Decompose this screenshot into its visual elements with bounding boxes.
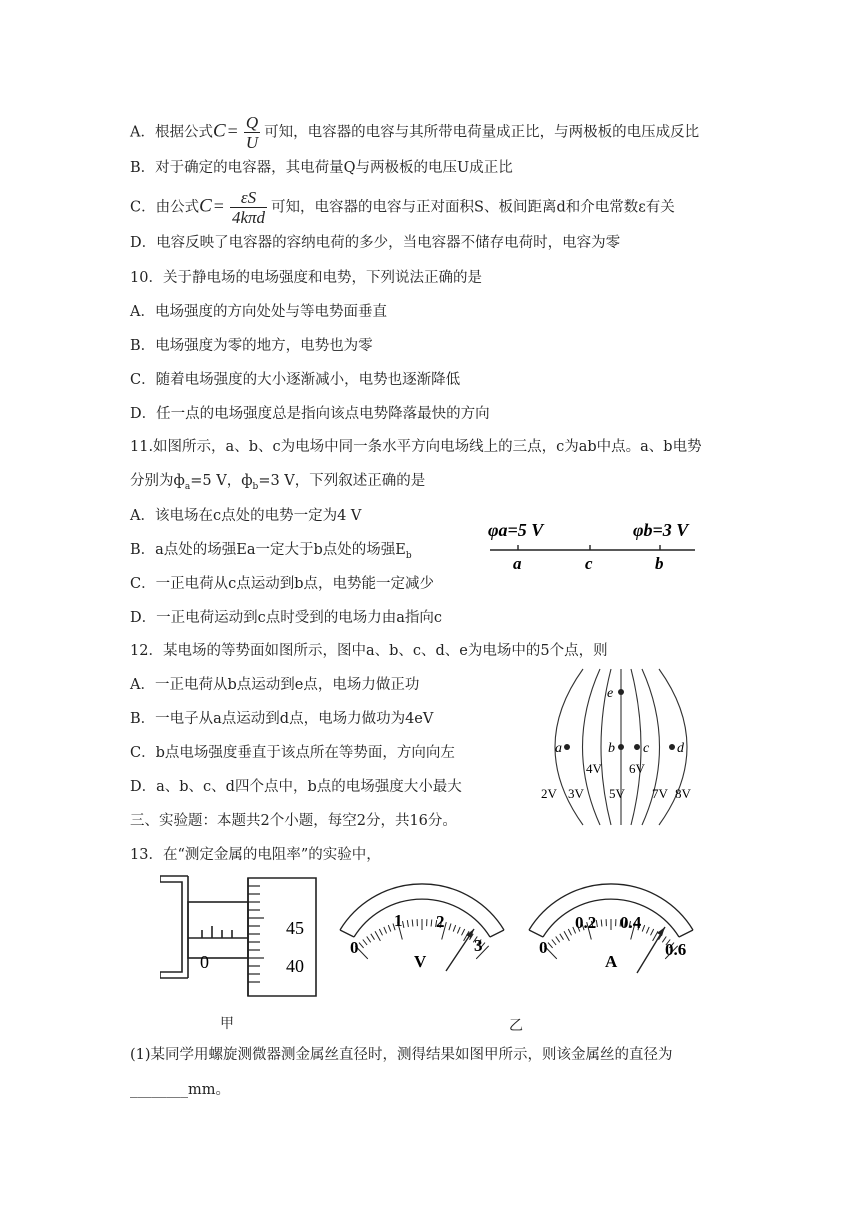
point-b <box>618 744 624 750</box>
volt-label-1: 1 <box>394 911 403 930</box>
q11-stem-line1: 11.如图所示，a、b、c为电场中同一条水平方向电场线上的三点，c为ab中点。a、b电势 <box>130 439 702 455</box>
volt-label-2: 2 <box>436 912 445 931</box>
q12-option-a: A．一正电荷从b点运动到e点，电场力做正功 <box>130 677 420 693</box>
section-3-heading: 三、实验题：本题共2个小题，每空2分，共16分。 <box>130 813 457 829</box>
label-b: b <box>608 741 615 756</box>
formula-c: C <box>212 120 226 142</box>
scale-tick <box>651 929 654 935</box>
subscript: b <box>252 481 259 492</box>
label-c: c <box>643 741 650 756</box>
point-a <box>564 744 570 750</box>
scale-tick <box>457 927 460 934</box>
scale-tick <box>601 920 602 927</box>
arc-end <box>679 930 693 937</box>
scale-tick <box>403 921 404 928</box>
figure-caption-yi: 乙 <box>509 1018 523 1034</box>
subscript: a <box>184 481 191 492</box>
scale-tick <box>642 925 645 932</box>
answer-blank[interactable]: ________ <box>130 1082 188 1098</box>
label-4v: 4V <box>586 761 602 776</box>
label-2v: 2V <box>541 786 557 801</box>
subscript: b <box>405 550 412 561</box>
q11-option-d: D．一正电荷运动到c点时受到的电场力由a指向c <box>130 610 443 626</box>
q9-a-text: A．根据公式 <box>130 124 213 141</box>
point-c <box>634 744 640 750</box>
field-line-figure <box>480 512 710 574</box>
scale-tick <box>371 934 375 940</box>
label-a: a <box>555 741 562 756</box>
q11-option-c: C．一正电荷从c点运动到b点，电势能一定减少 <box>130 576 434 592</box>
fraction-numerator: Q <box>245 113 259 132</box>
amp-label-0-2: 0.2 <box>575 913 597 932</box>
point-e <box>618 689 624 695</box>
q13-stem: 13．在“测定金属的电阻率”的实验中， <box>130 847 381 863</box>
micrometer-sleeve <box>188 902 248 958</box>
option-text: B．a点处的场强Ea一定大于b点处的场强E <box>130 542 406 558</box>
formula-equals: = <box>227 120 238 141</box>
q12-option-d: D．a、b、c、d四个点中，b点的电场强度大小最大 <box>130 779 462 795</box>
volt-unit: V <box>414 952 427 971</box>
amp-unit: A <box>605 952 618 971</box>
voltmeter-figure <box>336 875 512 975</box>
fraction-denominator: 4kπd <box>231 208 266 227</box>
q9-option-a <box>130 113 699 152</box>
scale-tick <box>560 934 564 940</box>
q12-option-b: B．一电子从a点运动到d点，电场力做功为4eV <box>130 711 434 727</box>
scale-tick <box>375 931 380 941</box>
micrometer-thimble <box>248 878 316 996</box>
scale-tick <box>363 940 367 946</box>
amp-label-0-4: 0.4 <box>620 913 642 932</box>
label-6v: 6V <box>629 761 645 776</box>
scale-tick <box>412 920 413 927</box>
q9-option-b: B．对于确定的电容器，其电荷量Q与两极板的电压U成正比 <box>130 160 513 176</box>
micrometer-frame <box>160 876 188 978</box>
q13-part1-line1: (1)某同学用螺旋测微器测金属丝直径时，测得结果如图甲所示，则该金属丝的直径为 <box>130 1047 673 1063</box>
scale-tick <box>431 920 432 927</box>
scale-tick <box>407 920 408 927</box>
q9-option-c <box>130 188 675 227</box>
sleeve-label-0: 0 <box>200 952 209 972</box>
arc-end <box>490 930 504 937</box>
formula-fraction <box>230 188 267 227</box>
volt-label-0: 0 <box>350 938 359 957</box>
arc-end <box>529 930 543 937</box>
label-5v: 5V <box>609 786 625 801</box>
q10-option-c: C．随着电场强度的大小逐渐减小，电势也逐渐降低 <box>130 372 461 388</box>
q9-c-text: C．由公式 <box>130 199 200 216</box>
voltmeter-inner-arc <box>354 899 490 937</box>
point-c-label: c <box>585 554 593 573</box>
label-e: e <box>607 686 614 701</box>
label-d: d <box>677 741 684 756</box>
stem-text: =5 V，ф <box>190 473 253 489</box>
arc-end <box>340 930 354 937</box>
unit-text: mm。 <box>188 1082 230 1098</box>
label-7v: 7V <box>652 786 668 801</box>
q11-option-b <box>130 540 412 566</box>
scale-tick <box>359 943 364 948</box>
micrometer-figure <box>160 874 330 1000</box>
scale-tick <box>646 927 649 934</box>
q11-stem-line2 <box>130 471 425 497</box>
scale-tick <box>548 943 553 948</box>
scale-tick <box>449 924 451 931</box>
fraction-denominator: U <box>245 133 259 152</box>
q9-option-d: D．电容反映了电容器的容纳电荷的多少，当电容器不储存电荷时，电容为零 <box>130 235 621 251</box>
scale-tick <box>384 927 387 934</box>
thimble-label-40: 40 <box>286 956 304 976</box>
point-a-label: a <box>513 554 522 573</box>
scale-tick <box>564 931 569 941</box>
amp-label-0-6: 0.6 <box>665 940 687 959</box>
point-d <box>669 744 675 750</box>
formula-equals: = <box>213 195 224 216</box>
scale-tick <box>568 929 571 935</box>
q10-option-b: B．电场强度为零的地方，电势也为零 <box>130 338 373 354</box>
fraction-numerator: εS <box>230 188 267 208</box>
ammeter-inner-arc <box>543 899 679 937</box>
amp-label-0: 0 <box>539 938 548 957</box>
q10-option-d: D．任一点的电场强度总是指向该点电势降落最快的方向 <box>130 406 490 422</box>
phi-a-label: φa=5 V <box>488 520 544 540</box>
surface-3v <box>583 669 601 825</box>
label-3v: 3V <box>568 786 584 801</box>
formula-fraction <box>244 113 260 152</box>
volt-label-3: 3 <box>474 936 483 955</box>
q13-part1-line2 <box>130 1080 230 1100</box>
q9-a-text-rest: 可知，电容器的电容与其所带电荷量成正比，与两极板的电压成反比 <box>264 124 700 141</box>
stem-text: =3 V，下列叙述正确的是 <box>258 473 426 489</box>
label-8v: 8V <box>675 786 691 801</box>
q12-stem: 12．某电场的等势面如图所示，图中a、b、c、d、e为电场中的5个点，则 <box>130 643 608 659</box>
equipotential-figure <box>525 663 725 833</box>
scale-tick <box>596 920 597 927</box>
scale-tick <box>462 929 465 935</box>
scale-tick <box>379 929 382 935</box>
q10-option-a: A．电场强度的方向处处与等电势面垂直 <box>130 304 387 320</box>
scale-tick <box>552 940 556 946</box>
q9-c-text-rest: 可知，电容器的电容与正对面积S、板间距离d和介电常数ε有关 <box>271 199 675 216</box>
thimble-label-45: 45 <box>286 918 304 938</box>
scale-tick <box>453 925 456 932</box>
scale-tick <box>556 937 560 943</box>
stem-text: 分别为ф <box>130 473 185 489</box>
q12-option-c: C．b点电场强度垂直于该点所在等势面，方向向左 <box>130 745 455 761</box>
phi-b-label: φb=3 V <box>633 520 689 540</box>
ammeter-figure <box>525 875 715 975</box>
q10-stem: 10．关于静电场的电场强度和电势，下列说法正确的是 <box>130 270 482 286</box>
point-b-label: b <box>655 554 664 573</box>
q11-option-a: A．该电场在c点处的电势一定为4 V <box>130 508 362 524</box>
scale-tick <box>367 937 371 943</box>
figure-caption-jia: 甲 <box>220 1016 234 1032</box>
formula-c: C <box>199 195 212 217</box>
scale-tick <box>388 925 391 932</box>
